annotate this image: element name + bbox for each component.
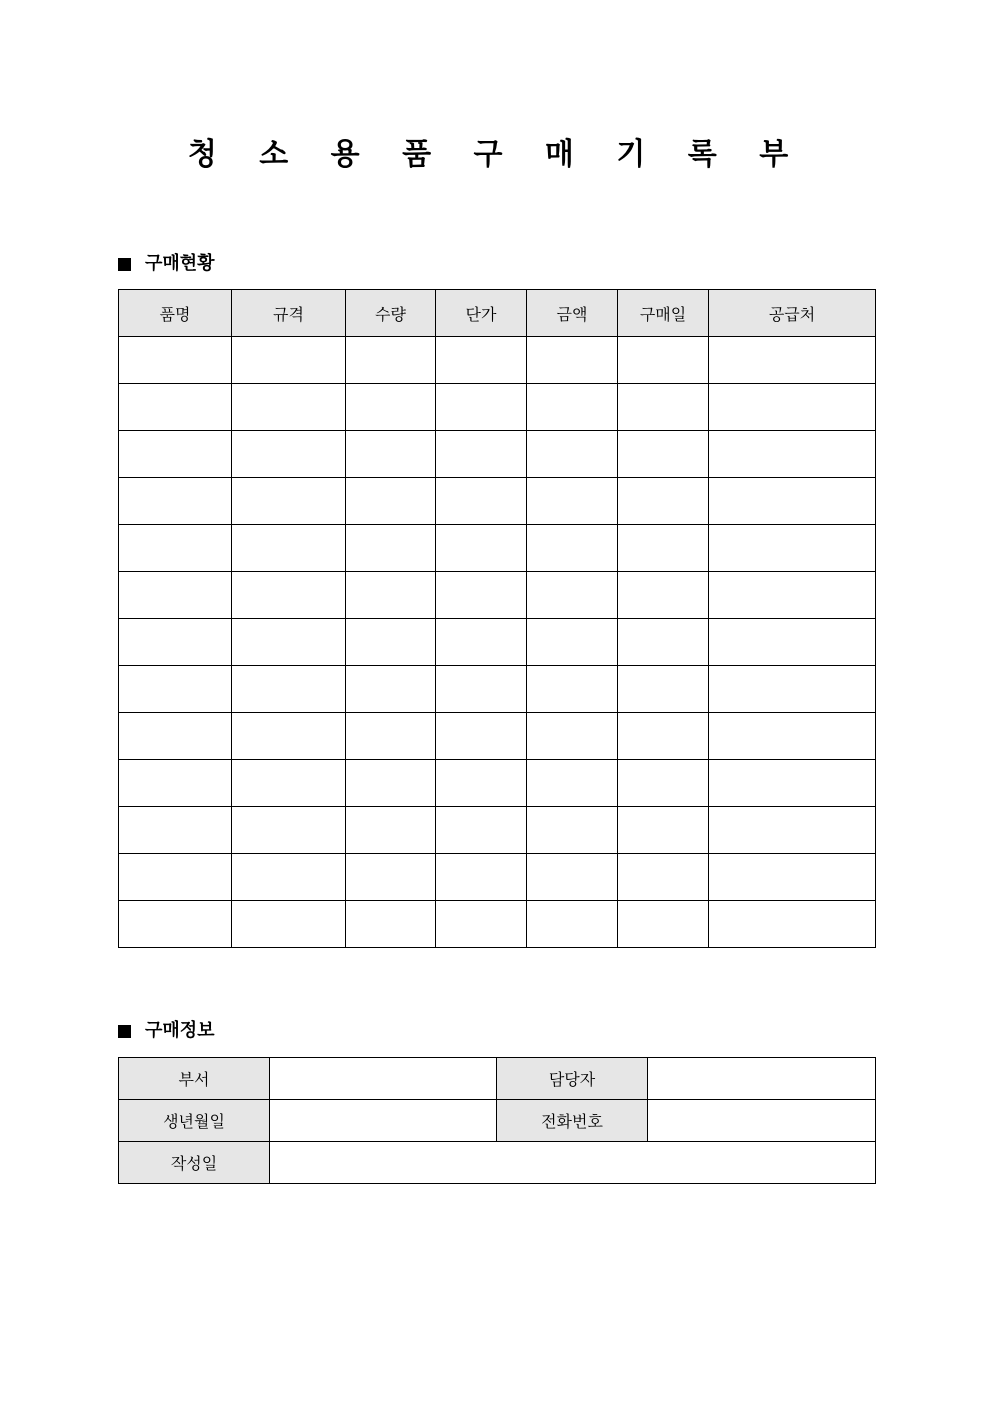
purchase-status-heading [118,252,215,276]
table-row [119,619,876,666]
table-cell[interactable] [232,337,346,384]
table-cell[interactable] [709,760,876,807]
square-bullet-icon [118,258,131,271]
table-cell[interactable] [232,760,346,807]
table-cell[interactable] [618,572,709,619]
table-cell[interactable] [618,901,709,948]
table-row [119,807,876,854]
table-cell[interactable] [346,525,436,572]
table-cell[interactable] [618,525,709,572]
table-cell[interactable] [436,478,527,525]
table-cell[interactable] [232,901,346,948]
table-cell[interactable] [709,713,876,760]
table-cell[interactable] [618,431,709,478]
info-row [119,1142,876,1184]
table-row [119,666,876,713]
table-row [119,384,876,431]
purchase-status-heading-label: 구매현황 [145,253,215,274]
table-cell[interactable] [232,619,346,666]
table-cell[interactable] [709,525,876,572]
table-cell[interactable] [527,384,618,431]
table-cell[interactable] [709,854,876,901]
table-cell[interactable] [346,431,436,478]
table-cell[interactable] [119,713,232,760]
table-cell[interactable] [436,901,527,948]
table-cell[interactable] [527,760,618,807]
table-cell[interactable] [436,431,527,478]
table-cell[interactable] [436,666,527,713]
table-cell[interactable] [346,760,436,807]
table-cell[interactable] [346,854,436,901]
table-cell[interactable] [119,384,232,431]
table-cell[interactable] [709,666,876,713]
table-row [119,478,876,525]
table-cell[interactable] [709,572,876,619]
table-cell[interactable] [232,525,346,572]
table-cell[interactable] [709,431,876,478]
table-cell[interactable] [527,525,618,572]
purchase-info-heading [118,1019,215,1043]
manager-field[interactable] [648,1058,876,1100]
table-cell[interactable] [436,337,527,384]
table-cell[interactable] [527,478,618,525]
table-cell[interactable] [618,854,709,901]
column-header-quantity: 수량 [346,290,436,337]
purchase-info-heading-label: 구매정보 [145,1020,215,1041]
table-row [119,431,876,478]
table-cell[interactable] [436,572,527,619]
table-cell[interactable] [119,478,232,525]
date-label: 작성일 [119,1142,270,1184]
table-row [119,572,876,619]
table-cell[interactable] [527,619,618,666]
table-cell[interactable] [119,431,232,478]
table-cell[interactable] [232,807,346,854]
table-row [119,713,876,760]
table-cell[interactable] [618,384,709,431]
info-row [119,1100,876,1142]
table-cell[interactable] [527,901,618,948]
table-cell[interactable] [618,713,709,760]
table-cell[interactable] [527,337,618,384]
table-cell[interactable] [119,619,232,666]
department-label: 부서 [119,1058,270,1100]
table-cell[interactable] [346,666,436,713]
table-cell[interactable] [527,713,618,760]
table-row [119,901,876,948]
square-bullet-icon [118,1025,131,1038]
table-cell[interactable] [709,337,876,384]
info-row [119,1058,876,1100]
table-cell[interactable] [618,807,709,854]
table-cell[interactable] [436,807,527,854]
table-cell[interactable] [527,807,618,854]
table-cell[interactable] [232,384,346,431]
column-header-spec: 규격 [232,290,346,337]
page-title: 청 소 용 품 구 매 기 록 부 [187,137,805,172]
department-field[interactable] [270,1058,497,1100]
table-cell[interactable] [232,854,346,901]
table-row [119,854,876,901]
table-cell[interactable] [119,901,232,948]
table-cell[interactable] [119,337,232,384]
table-cell[interactable] [709,807,876,854]
table-cell[interactable] [709,901,876,948]
table-cell[interactable] [346,337,436,384]
table-cell[interactable] [232,713,346,760]
table-cell[interactable] [618,337,709,384]
table-cell[interactable] [346,572,436,619]
column-header-item: 품명 [119,290,232,337]
table-cell[interactable] [232,666,346,713]
table-cell[interactable] [527,572,618,619]
table-cell[interactable] [232,431,346,478]
column-header-amount: 금액 [527,290,618,337]
table-cell[interactable] [436,619,527,666]
column-header-purchase-date: 구매일 [618,290,709,337]
table-cell[interactable] [119,525,232,572]
table-cell[interactable] [618,619,709,666]
table-cell[interactable] [119,666,232,713]
table-row [119,337,876,384]
table-cell[interactable] [436,760,527,807]
table-cell[interactable] [618,760,709,807]
table-cell[interactable] [709,384,876,431]
birthdate-field[interactable] [270,1100,497,1142]
table-cell[interactable] [436,854,527,901]
table-row [119,525,876,572]
column-header-unit-price: 단가 [436,290,527,337]
table-cell[interactable] [436,525,527,572]
table-cell[interactable] [119,807,232,854]
table-header-row [119,290,876,337]
table-cell[interactable] [346,807,436,854]
table-cell[interactable] [119,572,232,619]
table-cell[interactable] [346,384,436,431]
table-cell[interactable] [346,619,436,666]
table-cell[interactable] [527,854,618,901]
date-field[interactable] [270,1142,876,1184]
table-cell[interactable] [709,619,876,666]
table-cell[interactable] [527,666,618,713]
table-row [119,760,876,807]
phone-label: 전화번호 [497,1100,648,1142]
phone-field[interactable] [648,1100,876,1142]
purchase-info-table [118,1057,876,1184]
table-cell[interactable] [346,713,436,760]
column-header-supplier: 공급처 [709,290,876,337]
table-cell[interactable] [618,666,709,713]
table-cell[interactable] [436,713,527,760]
purchase-status-table [118,289,876,948]
table-cell[interactable] [119,760,232,807]
manager-label: 담당자 [497,1058,648,1100]
table-cell[interactable] [119,854,232,901]
table-cell[interactable] [709,478,876,525]
birthdate-label: 생년월일 [119,1100,270,1142]
table-cell[interactable] [232,572,346,619]
table-cell[interactable] [346,901,436,948]
table-cell[interactable] [346,478,436,525]
table-cell[interactable] [527,431,618,478]
table-cell[interactable] [618,478,709,525]
table-cell[interactable] [436,384,527,431]
table-cell[interactable] [232,478,346,525]
